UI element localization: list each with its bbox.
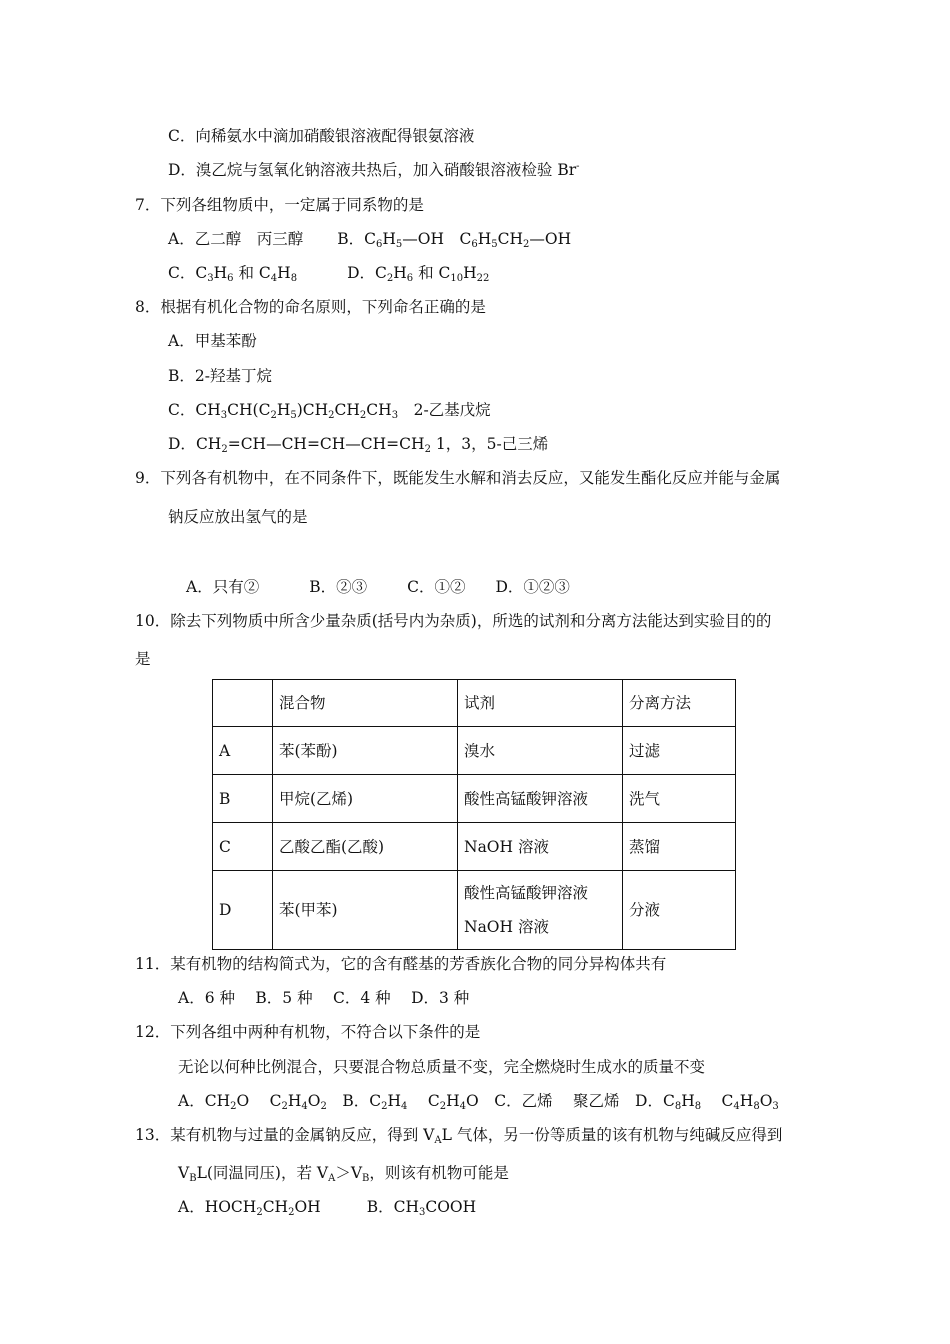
table-cell: B (213, 775, 273, 823)
table-cell: 蒸馏 (623, 823, 736, 871)
q9-stem-cont: 钠反应放出氢气的是 (168, 508, 308, 526)
table-header-cell: 试剂 (458, 680, 623, 727)
q11-stem: 11．某有机物的结构简式为，它的含有醛基的芳香族化合物的同分异构体共有 (135, 955, 667, 973)
table-row (213, 727, 736, 775)
table-cell: D (213, 871, 273, 950)
table-cell: 过滤 (623, 727, 736, 775)
table-cell: 酸性高锰酸钾溶液 (458, 775, 623, 823)
table-cell-line: NaOH 溶液 (464, 918, 549, 936)
table-cell: 溴水 (458, 727, 623, 775)
table-header-cell: 分离方法 (623, 680, 736, 727)
q6-option-c: C．向稀氨水中滴加硝酸银溶液配得银氨溶液 (168, 127, 475, 145)
q8-option-c: C．$CH_3CH(C_2H_5)CH_2CH_2CH_3$ 2-乙基戊烷 (168, 401, 491, 421)
table-cell: NaOH 溶液 (458, 823, 623, 871)
q10-stem-cont: 是 (135, 650, 151, 668)
q7-options-cd: C．$C_3H_6$ 和 $C_4H_8$ D．$C_2H_6$ 和 $C_{10}H_{22}$ (168, 264, 490, 284)
q7-stem: 7．下列各组物质中，一定属于同系物的是 (135, 196, 424, 214)
q6-option-d: D．溴乙烷与氢氧化钠溶液共热后，加入硝酸银溶液检验 Br- (168, 161, 580, 179)
table-cell: 乙酸乙酯(乙酸) (273, 823, 458, 871)
q12-options: A．$CH_2O$ $C_2H_4O_2$ B．$C_2H_4$ $C_2H_4O$ C．乙烯 聚乙烯 D．$C_8H_8$ $C_4H_8O_3$ (178, 1092, 779, 1112)
q12-condition: 无论以何种比例混合，只要混合物总质量不变，完全燃烧时生成水的质量不变 (178, 1058, 706, 1076)
table-cell (458, 871, 623, 950)
table-cell: C (213, 823, 273, 871)
q10-stem: 10．除去下列物质中所含少量杂质(括号内为杂质)，所选的试剂和分离方法能达到实验目的的 (135, 612, 772, 630)
table-row (213, 871, 736, 950)
q8-option-b: B．2-羟基丁烷 (168, 367, 272, 385)
table-row (213, 775, 736, 823)
q7-options-ab: A．乙二醇 丙三醇 B．$C_6H_5—OH$ $C_6H_5CH_2—OH$ (168, 230, 572, 250)
q13-options: A．$HOCH_2CH_2OH$ B．$CH_3COOH$ (178, 1198, 477, 1218)
table-cell-line: 酸性高锰酸钾溶液 (464, 884, 589, 902)
q9-stem: 9．下列各有机物中，在不同条件下，既能发生水解和消去反应，又能发生酯化反应并能与金属 (135, 469, 781, 487)
table-header-row (213, 680, 736, 727)
q9-options: A．只有② B．②③ C．①② D．①②③ (186, 578, 570, 596)
q13-stem: 13．某有机物与过量的金属钠反应，得到 $V_AL$ 气体，另一份等质量的该有机物与纯碱反应得到 (135, 1126, 783, 1146)
table-cell: 甲烷(乙烯) (273, 775, 458, 823)
q8-option-d: D．$CH_2=CH—CH=CH—CH=CH_2$ 1，3，5-己三烯 (168, 435, 549, 455)
table-cell: 洗气 (623, 775, 736, 823)
q8-stem: 8．根据有机化合物的命名原则，下列命名正确的是 (135, 298, 486, 316)
table-cell: A (213, 727, 273, 775)
q13-stem-cont: $V_BL$(同温同压)，若 $V_A>V_B$，则该有机物可能是 (178, 1164, 509, 1184)
table-cell: 苯(甲苯) (273, 871, 458, 950)
q11-options: A．6 种 B．5 种 C．4 种 D．3 种 (178, 989, 470, 1007)
q12-stem: 12．下列各组中两种有机物，不符合以下条件的是 (135, 1023, 481, 1041)
q10-table (212, 679, 736, 950)
table-header-cell (213, 680, 273, 727)
table-cell: 分液 (623, 871, 736, 950)
q8-option-a: A．甲基苯酚 (168, 332, 257, 350)
table-row (213, 823, 736, 871)
table-header-cell: 混合物 (273, 680, 458, 727)
table-cell: 苯(苯酚) (273, 727, 458, 775)
